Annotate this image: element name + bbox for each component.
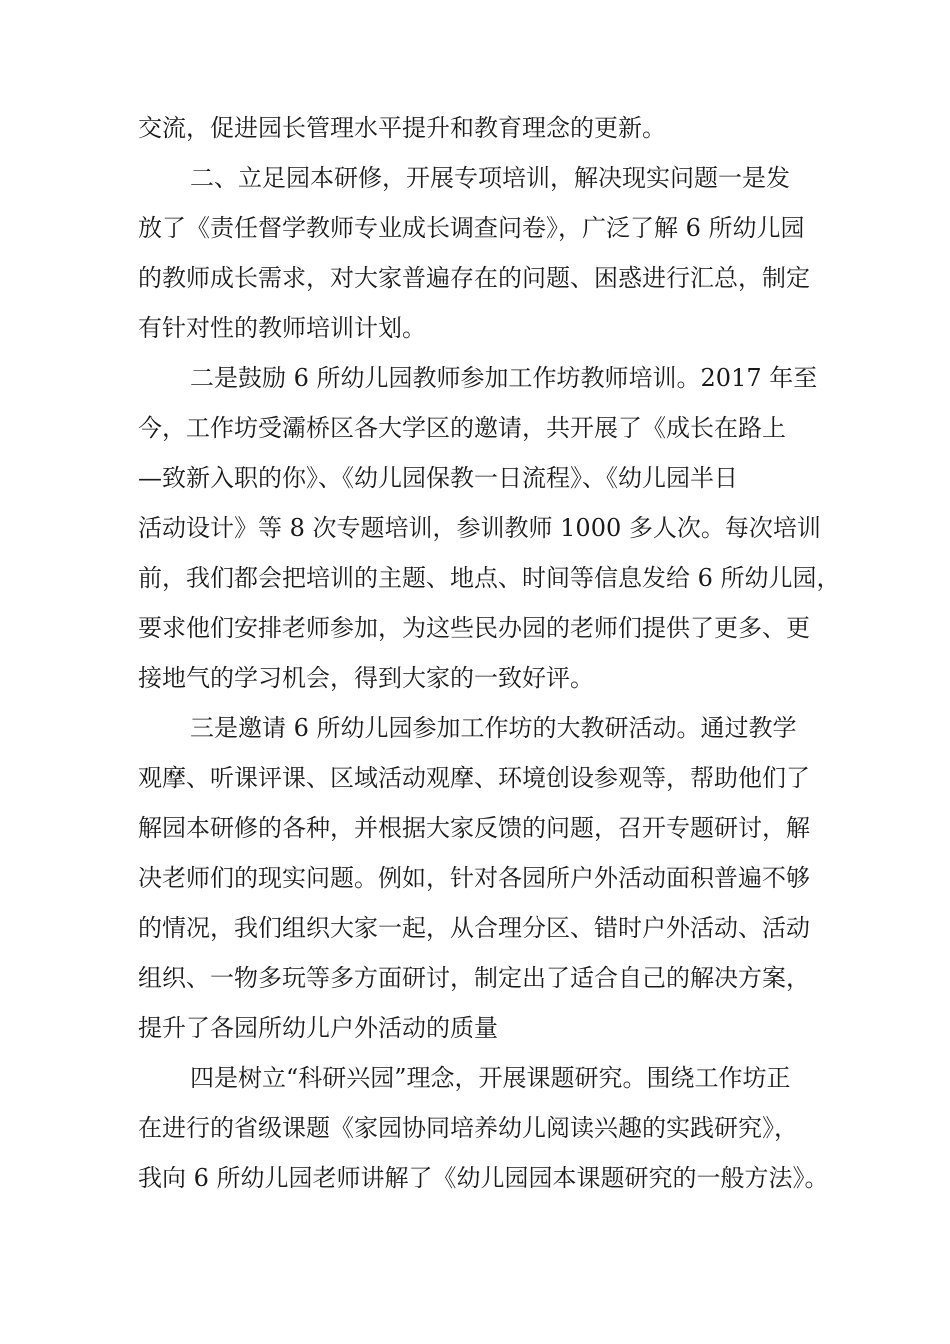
- text-line: 放了《责任督学教师专业成长调查问卷》，广泛了解 6 所幼儿园: [138, 214, 805, 242]
- text-line: 接地气的学习机会，得到大家的一致好评。: [138, 664, 594, 692]
- text-line: 在进行的省级课题《家园协同培养幼儿阅读兴趣的实践研究》，: [138, 1114, 798, 1142]
- text-line: 交流，促进园长管理水平提升和教育理念的更新。: [138, 114, 666, 142]
- text-line: 今，工作坊受灞桥区各大学区的邀请，共开展了《成长在路上: [138, 414, 786, 442]
- text-line: 四是树立“科研兴园”理念，开展课题研究。围绕工作坊正: [190, 1064, 791, 1092]
- text-line: 二是鼓励 6 所幼儿园教师参加工作坊教师培训。2017 年至: [190, 364, 818, 392]
- text-line: 要求他们安排老师参加，为这些民办园的老师们提供了更多、更: [138, 614, 810, 642]
- text-line: 提升了各园所幼儿户外活动的质量: [138, 1014, 498, 1042]
- text-line: 三是邀请 6 所幼儿园参加工作坊的大教研活动。通过教学: [190, 714, 797, 742]
- text-line: —致新入职的你》、《幼儿园保教一日流程》、《幼儿园半日: [138, 464, 738, 492]
- text-line: 二、立足园本研修，开展专项培训，解决现实问题一是发: [190, 164, 790, 192]
- text-line: 解园本研修的各种，并根据大家反馈的问题，召开专题研讨，解: [138, 814, 810, 842]
- text-line: 前，我们都会把培训的主题、地点、时间等信息发给 6 所幼儿园，: [138, 564, 841, 592]
- text-line: 活动设计》等 8 次专题培训，参训教师 1000 多人次。每次培训: [138, 514, 821, 542]
- text-line: 有针对性的教师培训计划。: [138, 314, 426, 342]
- text-line: 决老师们的现实问题。例如，针对各园所户外活动面积普遍不够: [138, 864, 810, 892]
- text-line: 观摩、听课评课、区域活动观摩、环境创设参观等，帮助他们了: [138, 764, 810, 792]
- text-line: 的教师成长需求，对大家普遍存在的问题、困惑进行汇总，制定: [138, 264, 810, 292]
- text-line: 的情况，我们组织大家一起，从合理分区、错时户外活动、活动: [138, 914, 810, 942]
- text-line: 组织、一物多玩等多方面研讨，制定出了适合自己的解决方案，: [138, 964, 810, 992]
- text-line: 我向 6 所幼儿园老师讲解了《幼儿园园本课题研究的一般方法》。: [138, 1164, 829, 1192]
